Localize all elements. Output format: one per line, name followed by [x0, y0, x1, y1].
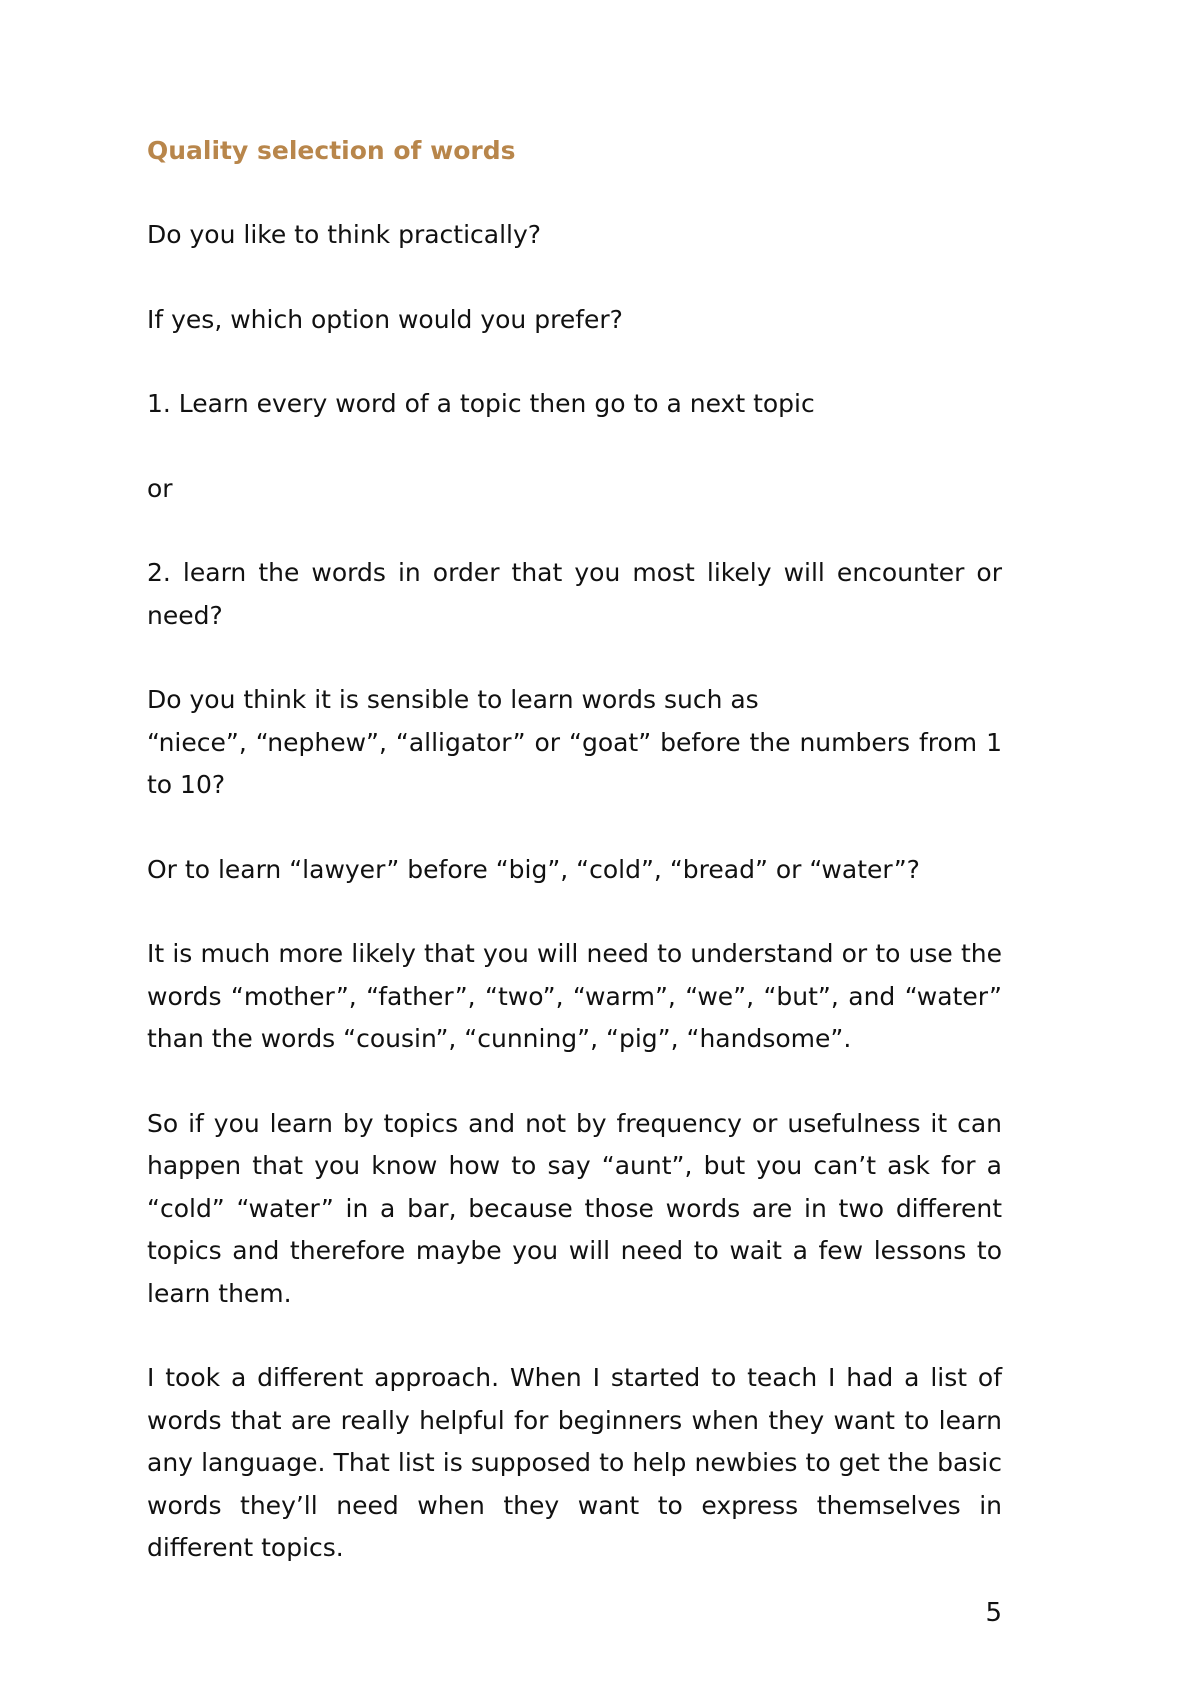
document-page [147, 130, 1002, 1612]
paragraph-question-practical: Do you like to think practically? [147, 220, 542, 249]
paragraph-question-option: If yes, which option would you prefer? [147, 304, 623, 334]
section-heading: Quality selection of words [147, 136, 516, 165]
paragraph-option-2: 2. learn the words in order that you most likely will encounter or need? [147, 558, 1002, 630]
page-number: 5 [985, 1598, 1002, 1628]
paragraph-option-1: 1. Learn every word of a topic then go to a next topic [147, 389, 815, 418]
paragraph-sensible-examples: “niece”, “nephew”, “alligator” or “goat” before the numbers from 1 to 10? [147, 727, 1002, 799]
paragraph-or: or [147, 473, 173, 503]
paragraph-sensible-question: Do you think it is sensible to learn words such as [147, 685, 759, 714]
paragraph-likely-words: It is much more likely that you will need to understand or to use the words “mother”, “father”, “two”, “warm”, “we”, “but”, and “water” than the words “cousin”, “cunning”, “pig”, “handsome”. [147, 939, 1002, 1053]
paragraph-different-approach: I took a different approach. When I started to teach I had a list of words that are really helpful for beginners when they want to learn any language. That list is supposed to help newbies to get the basic words they’ll need when they want to express themselves in different topics. [147, 1363, 1002, 1562]
paragraph-topics-frequency: So if you learn by topics and not by frequency or usefulness it can happen that you know how to say “aunt”, but you can’t ask for a “cold” “water” in a bar, because those words are in two different topics and therefore maybe you will need to wait a few lessons to learn them. [147, 1108, 1002, 1308]
paragraph-lawyer-question: Or to learn “lawyer” before “big”, “cold”, “bread” or “water”? [147, 854, 920, 884]
